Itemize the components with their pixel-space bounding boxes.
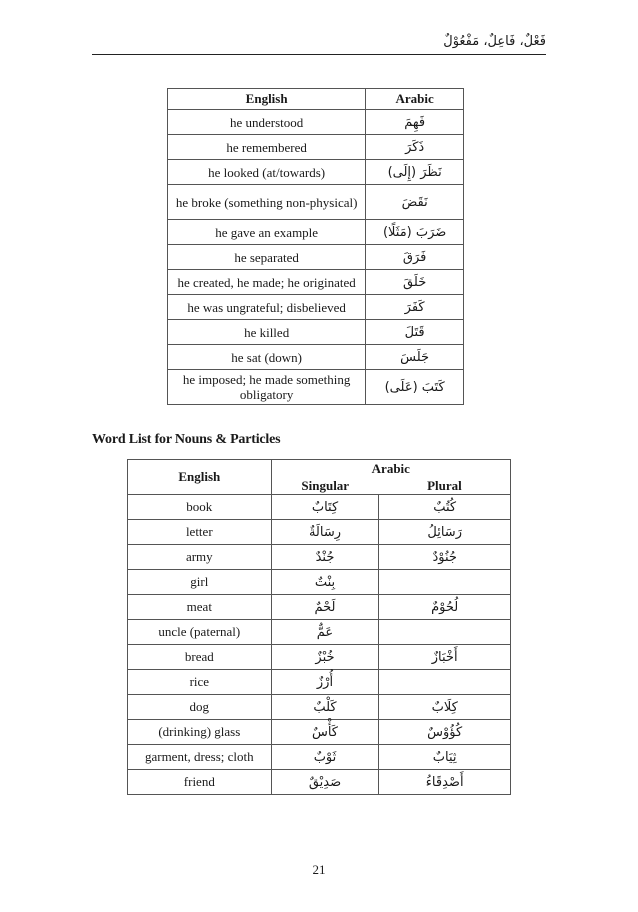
noun-english: uncle (paternal) [128, 620, 272, 645]
verb-arabic: ذَكَرَ [366, 135, 464, 160]
noun-plural: كِلَابٌ [379, 695, 511, 720]
noun-plural: أَصْدِقَاءُ [379, 770, 511, 795]
table-row [168, 345, 464, 370]
header-rule [92, 54, 546, 55]
table-row [168, 185, 464, 220]
table-row [128, 670, 511, 695]
noun-singular: كَأْسٌ [271, 720, 379, 745]
noun-english: bread [128, 645, 272, 670]
table-row [128, 495, 511, 520]
noun-english: letter [128, 520, 272, 545]
verb-english: he broke (something non-physical) [168, 185, 366, 220]
table-row [128, 695, 511, 720]
noun-singular: عَمٌّ [271, 620, 379, 645]
table-row [128, 645, 511, 670]
verb-arabic: فَرَقَ [366, 245, 464, 270]
noun-plural: أَخْبَازٌ [379, 645, 511, 670]
noun-plural: كُتُبٌ [379, 495, 511, 520]
noun-english: army [128, 545, 272, 570]
noun-english: garment, dress; cloth [128, 745, 272, 770]
verb-english: he gave an example [168, 220, 366, 245]
noun-plural: ثِيَابٌ [379, 745, 511, 770]
noun-plural [379, 670, 511, 695]
noun-singular: لَحْمٌ [271, 595, 379, 620]
verb-col-english: English [168, 89, 366, 110]
noun-col-plural: Plural [379, 477, 511, 495]
verb-english: he killed [168, 320, 366, 345]
noun-singular: جُنْدٌ [271, 545, 379, 570]
verb-arabic: كَفَرَ [366, 295, 464, 320]
noun-table [127, 459, 511, 795]
noun-english: friend [128, 770, 272, 795]
noun-english: dog [128, 695, 272, 720]
running-header: فَعْلٌ، فَاعِلٌ، مَفْعُوْلٌ [443, 34, 546, 49]
noun-singular: خُبْزٌ [271, 645, 379, 670]
table-row [168, 245, 464, 270]
verb-english: he understood [168, 110, 366, 135]
verb-arabic: نَظَرَ (إِلَى) [366, 160, 464, 185]
noun-plural [379, 570, 511, 595]
noun-plural: لُحُوْمٌ [379, 595, 511, 620]
noun-english: (drinking) glass [128, 720, 272, 745]
noun-singular: ثَوْبٌ [271, 745, 379, 770]
noun-english: book [128, 495, 272, 520]
table-row [168, 295, 464, 320]
table-row [128, 595, 511, 620]
verb-arabic: ضَرَبَ (مَثَلًا) [366, 220, 464, 245]
noun-singular: كِتَابٌ [271, 495, 379, 520]
table-row [168, 270, 464, 295]
table-row [128, 570, 511, 595]
noun-singular: أُرْزٌ [271, 670, 379, 695]
verb-arabic: قَتَلَ [366, 320, 464, 345]
verb-col-arabic: Arabic [366, 89, 464, 110]
verb-arabic: جَلَسَ [366, 345, 464, 370]
verb-english: he created, he made; he originated [168, 270, 366, 295]
noun-english: girl [128, 570, 272, 595]
table-row [168, 110, 464, 135]
noun-col-singular: Singular [271, 477, 379, 495]
noun-plural: كُؤُوْسٌ [379, 720, 511, 745]
verb-table [167, 88, 464, 405]
noun-plural: رَسَائِلُ [379, 520, 511, 545]
noun-singular: رِسَالَةٌ [271, 520, 379, 545]
noun-col-arabic: Arabic [271, 460, 510, 478]
table-row [128, 545, 511, 570]
page-number: 21 [312, 862, 326, 877]
table-row [168, 135, 464, 160]
table-row [168, 220, 464, 245]
table-row [168, 370, 464, 405]
verb-english: he sat (down) [168, 345, 366, 370]
verb-english: he remembered [168, 135, 366, 160]
noun-plural: جُنُوْدٌ [379, 545, 511, 570]
noun-english: rice [128, 670, 272, 695]
table-row [128, 620, 511, 645]
table-row [128, 520, 511, 545]
verb-arabic: كَتَبَ (عَلَى) [366, 370, 464, 405]
table-row [128, 720, 511, 745]
noun-col-english: English [128, 460, 272, 495]
section-heading: Word List for Nouns & Particles [92, 432, 281, 447]
table-row [128, 770, 511, 795]
noun-plural [379, 620, 511, 645]
noun-singular: كَلْبٌ [271, 695, 379, 720]
verb-arabic: فَهِمَ [366, 110, 464, 135]
verb-arabic: خَلَقَ [366, 270, 464, 295]
verb-english: he looked (at/towards) [168, 160, 366, 185]
table-row [168, 320, 464, 345]
noun-english: meat [128, 595, 272, 620]
verb-arabic: نَقَضَ [366, 185, 464, 220]
noun-singular: بِنْتٌ [271, 570, 379, 595]
verb-english: he was ungrateful; disbelieved [168, 295, 366, 320]
noun-singular: صَدِيْقٌ [271, 770, 379, 795]
table-row [128, 745, 511, 770]
table-row [168, 160, 464, 185]
verb-english: he imposed; he made something obligatory [168, 370, 366, 405]
verb-english: he separated [168, 245, 366, 270]
